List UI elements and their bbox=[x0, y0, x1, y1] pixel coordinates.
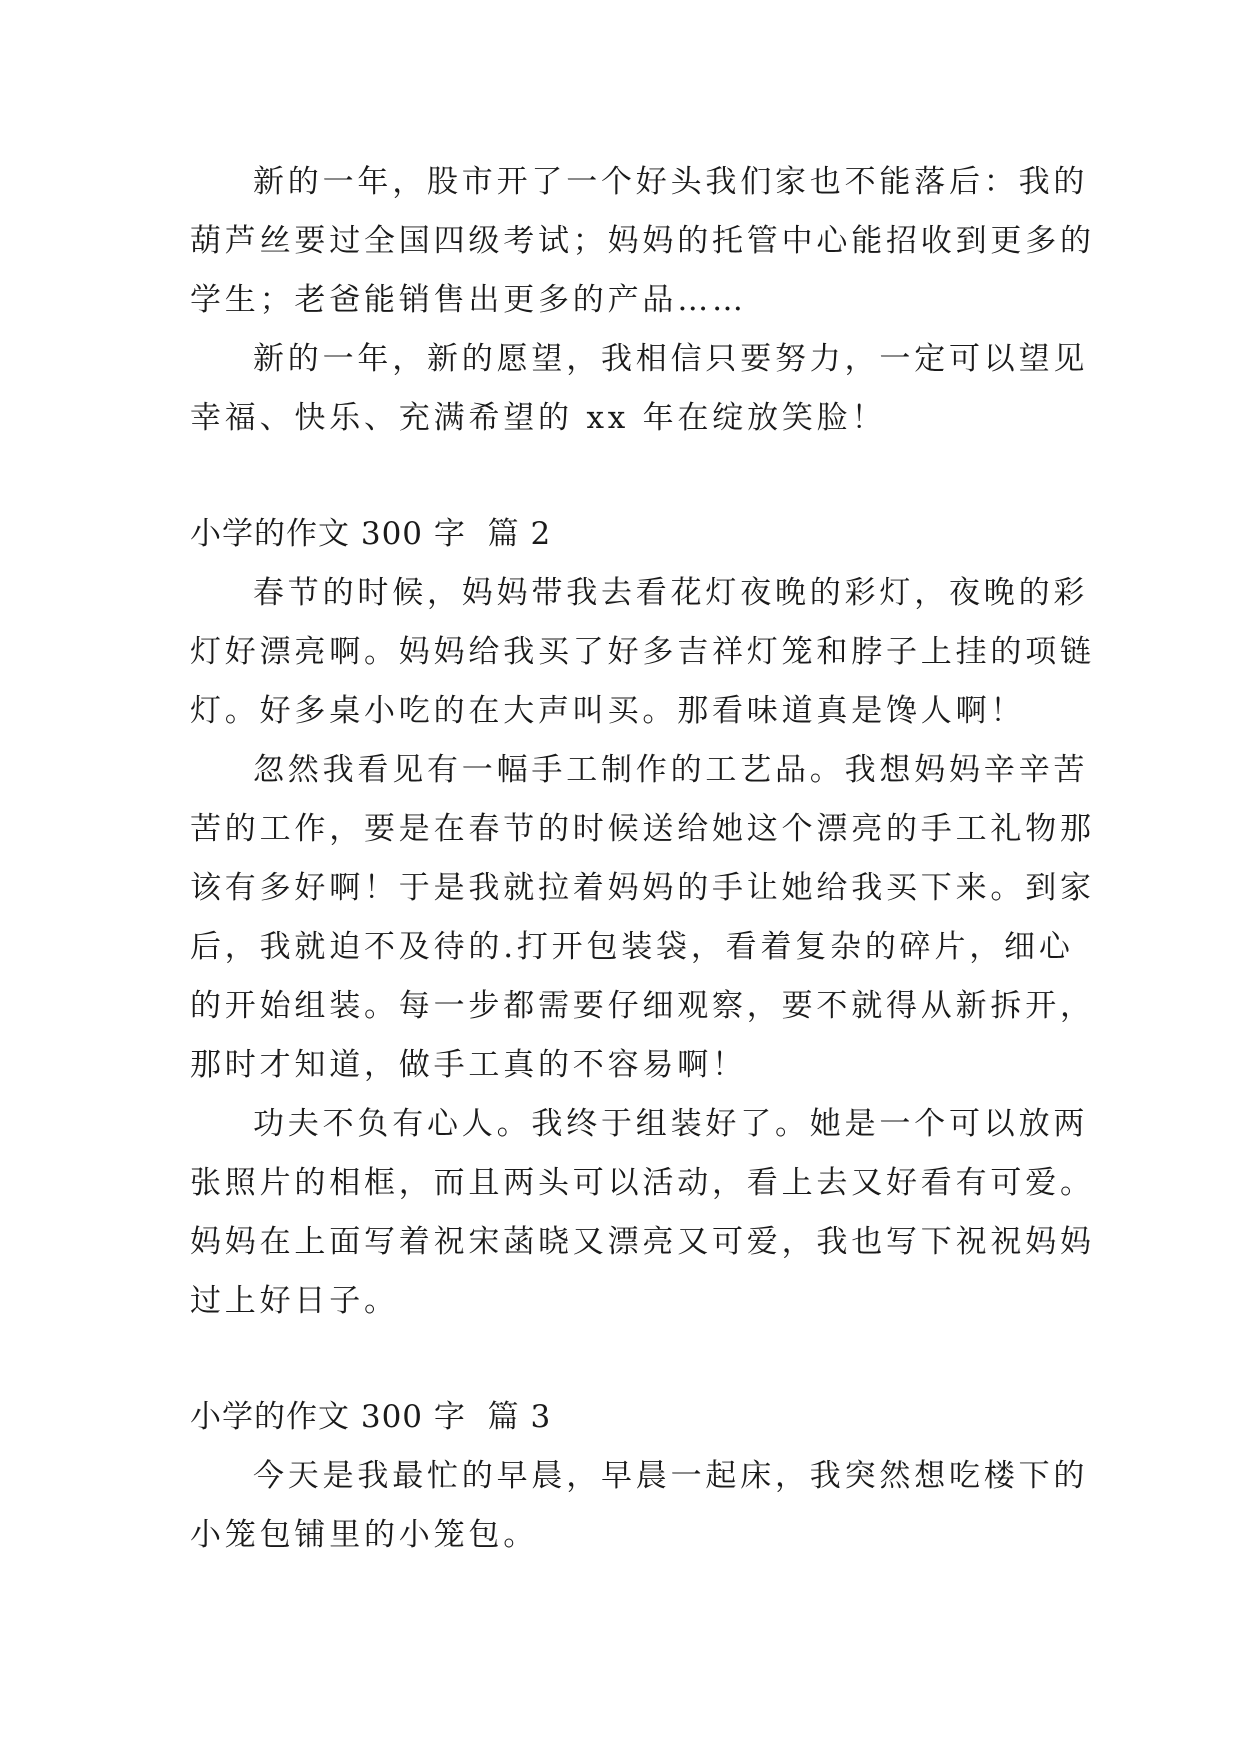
paragraph-line: 新的一年，新的愿望，我相信只要努力，一定可以望见 bbox=[253, 341, 1089, 377]
paragraph-line: 苦的工作，要是在春节的时候送给她这个漂亮的手工礼物那 bbox=[190, 811, 1095, 847]
paragraph-line: 小笼包铺里的小笼包。 bbox=[190, 1517, 538, 1553]
paragraph-line: 灯。好多桌小吃的在大声叫买。那看味道真是馋人啊！ bbox=[190, 693, 1026, 729]
paragraph-line: 功夫不负有心人。我终于组装好了。她是一个可以放两 bbox=[253, 1106, 1089, 1142]
paragraph-line: 今天是我最忙的早晨，早晨一起床，我突然想吃楼下的 bbox=[253, 1458, 1089, 1494]
paragraph-line: 的开始组装。每一步都需要仔细观察，要不就得从新拆开， bbox=[190, 988, 1095, 1024]
paragraph-line: 幸福、快乐、充满希望的 xx 年在绽放笑脸！ bbox=[190, 400, 887, 436]
paragraph-line: 葫芦丝要过全国四级考试；妈妈的托管中心能招收到更多的 bbox=[190, 223, 1095, 259]
paragraph-line: 灯好漂亮啊。妈妈给我买了好多吉祥灯笼和脖子上挂的项链 bbox=[190, 634, 1095, 670]
paragraph-line: 过上好日子。 bbox=[190, 1283, 399, 1319]
paragraph-line: 学生；老爸能销售出更多的产品…… bbox=[190, 282, 747, 318]
paragraph-line: 妈妈在上面写着祝宋菡晓又漂亮又可爱，我也写下祝祝妈妈 bbox=[190, 1224, 1095, 1260]
paragraph-line: 张照片的相框，而且两头可以活动，看上去又好看有可爱。 bbox=[190, 1165, 1095, 1201]
paragraph-line: 春节的时候，妈妈带我去看花灯夜晚的彩灯，夜晚的彩 bbox=[253, 575, 1089, 611]
paragraph-line: 那时才知道，做手工真的不容易啊！ bbox=[190, 1047, 747, 1083]
paragraph-line: 忽然我看见有一幅手工制作的工艺品。我想妈妈辛辛苦 bbox=[253, 752, 1089, 788]
section-heading: 小学的作文 300 字 篇 3 bbox=[190, 1399, 552, 1435]
paragraph-line: 该有多好啊！于是我就拉着妈妈的手让她给我买下来。到家 bbox=[190, 870, 1095, 906]
paragraph-line: 后，我就迫不及待的.打开包装袋，看着复杂的碎片，细心 bbox=[190, 929, 1074, 965]
paragraph-line: 新的一年，股市开了一个好头我们家也不能落后：我的 bbox=[253, 164, 1089, 200]
section-heading: 小学的作文 300 字 篇 2 bbox=[190, 516, 552, 552]
